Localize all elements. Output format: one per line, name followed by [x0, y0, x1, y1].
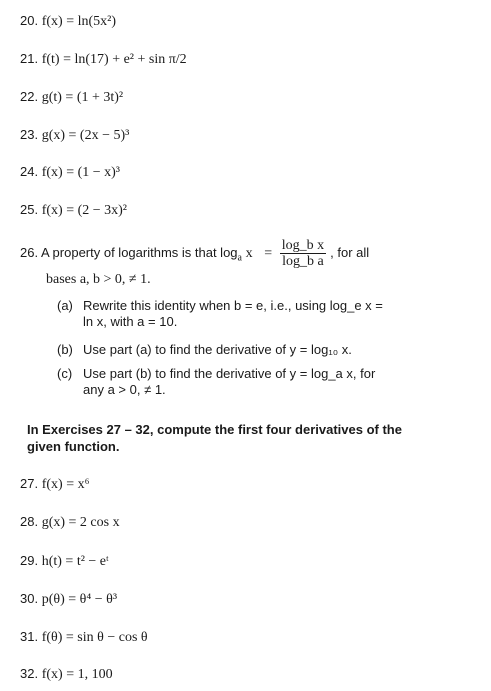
- log-base: a: [237, 252, 242, 264]
- part-text-line1: Rewrite this identity when b = e, i.e., using log_e x =: [83, 298, 383, 313]
- problem-expression: f(x) = (1 − x)³: [41, 165, 121, 180]
- problem-expression: f(x) = x⁶: [41, 477, 90, 492]
- part-a: [57, 298, 437, 330]
- problem-number: 26.: [20, 245, 39, 260]
- statement-text: A property of logarithms is that log: [40, 245, 238, 260]
- problem-22: [20, 89, 123, 106]
- problem-number: 22.: [20, 89, 39, 104]
- instruction-line1: In Exercises 27 – 32, compute the first four derivatives of the: [27, 422, 402, 437]
- part-label: (b): [57, 342, 73, 357]
- problem-28: [20, 514, 120, 531]
- problem-expression: g(t) = (1 + 3t)²: [41, 90, 124, 105]
- problem-expression: g(x) = (2x − 5)³: [41, 128, 130, 143]
- problem-expression: f(t) = ln(17) + e² + sin π/2: [41, 52, 187, 67]
- problem-number: 23.: [20, 127, 39, 142]
- problem-29: [20, 553, 109, 570]
- problem-25: [20, 202, 127, 219]
- problem-number: 30.: [20, 591, 39, 606]
- part-text-line2: ln x, with a = 10.: [83, 314, 178, 329]
- problem-expression: g(x) = 2 cos x: [41, 515, 120, 530]
- problem-26-statement: [20, 236, 369, 276]
- part-text-line1: Use part (a) to find the derivative of y = log₁₀ x.: [83, 342, 352, 357]
- part-c: [57, 366, 437, 398]
- problem-number: 24.: [20, 164, 39, 179]
- instruction-line2: given function.: [27, 439, 120, 454]
- problem-number: 20.: [20, 13, 39, 28]
- problem-30: [20, 591, 117, 608]
- fraction-numerator: log_b x: [281, 238, 325, 254]
- statement-text-after: , for all: [330, 245, 370, 260]
- problem-expression: p(θ) = θ⁴ − θ³: [41, 592, 118, 607]
- part-text-line1: Use part (b) to find the derivative of y = log_a x, for: [83, 366, 376, 381]
- problem-number: 32.: [20, 666, 39, 681]
- problem-27: [20, 476, 89, 493]
- problem-expression: f(x) = 1, 100: [41, 667, 113, 682]
- problem-expression: f(x) = (2 − 3x)²: [41, 203, 128, 218]
- problem-number: 25.: [20, 202, 39, 217]
- problem-20: [20, 13, 116, 30]
- problem-number: 21.: [20, 51, 39, 66]
- fraction-denominator: log_b a: [282, 254, 324, 270]
- equals-sign: =: [264, 246, 273, 261]
- log-fraction: [280, 238, 326, 269]
- problem-expression: f(θ) = sin θ − cos θ: [41, 630, 148, 645]
- problem-number: 27.: [20, 476, 39, 491]
- problem-26-statement-line2: [46, 271, 151, 288]
- problem-number: 28.: [20, 514, 39, 529]
- part-label: (a): [57, 298, 73, 313]
- part-b: [57, 342, 437, 358]
- part-label: (c): [57, 366, 73, 381]
- problem-21: [20, 51, 187, 68]
- problem-32: [20, 666, 113, 683]
- problem-23: [20, 127, 129, 144]
- problem-expression: f(x) = ln(5x²): [41, 14, 116, 29]
- problem-number: 31.: [20, 629, 39, 644]
- problem-expression: h(t) = t² − eᵗ: [41, 554, 109, 569]
- statement-text: bases a, b > 0, ≠ 1.: [46, 272, 151, 287]
- log-argument: x: [245, 246, 253, 261]
- exercise-instruction: [27, 421, 467, 455]
- problem-24: [20, 164, 120, 181]
- problem-31: [20, 629, 148, 646]
- problem-number: 29.: [20, 553, 39, 568]
- part-text-line2: any a > 0, ≠ 1.: [83, 382, 166, 397]
